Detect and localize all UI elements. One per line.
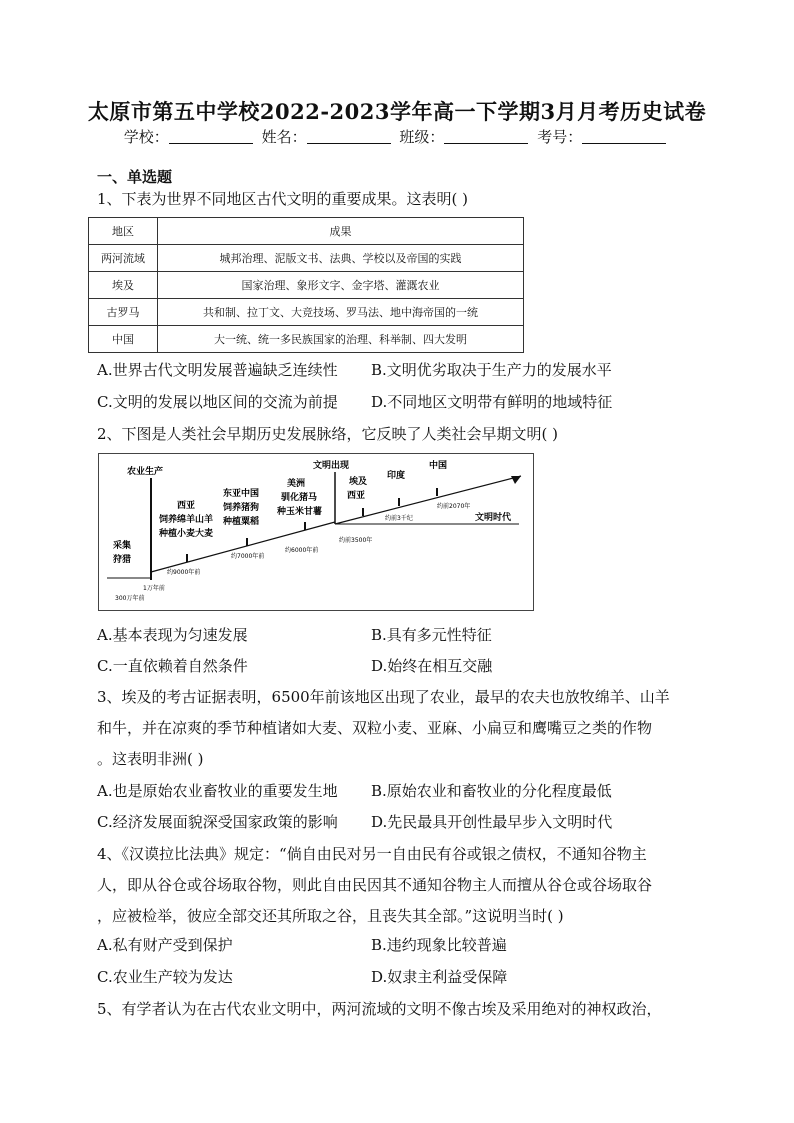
number-label: 考号： xyxy=(537,128,583,146)
school-field[interactable] xyxy=(169,129,253,144)
label-east-asia-crops: 种植粟稻 xyxy=(223,517,260,527)
q2-timeline-figure xyxy=(98,453,534,611)
label-10000-years: 1万年前 xyxy=(143,585,165,592)
timeline-diagram xyxy=(99,454,533,610)
q4-option-b[interactable]: B.违约现象比较普遍 xyxy=(371,936,507,954)
label-hunting: 狩猎 xyxy=(113,555,132,565)
table-cell-region: 两河流域 xyxy=(89,245,158,272)
q2-option-a[interactable]: A.基本表现为匀速发展 xyxy=(97,626,248,644)
page-title: 太原市第五中学校2022-2023学年高一下学期3月月考历史试卷 xyxy=(87,99,707,124)
q2-option-c[interactable]: C.一直依赖着自然条件 xyxy=(97,657,248,675)
label-west-asia-crops: 种植小麦大麦 xyxy=(159,529,214,539)
label-americas: 美洲 xyxy=(287,479,306,489)
q1-achievements-table xyxy=(88,217,524,353)
q1-option-a[interactable]: A.世界古代文明发展普遍缺乏连续性 xyxy=(97,361,338,379)
label-india: 印度 xyxy=(387,471,406,481)
table-cell-achievement: 城邦治理、泥版文书、法典、学校以及帝国的实践 xyxy=(158,245,524,272)
name-field[interactable] xyxy=(307,129,391,144)
label-west-asia-civ: 西亚 xyxy=(347,491,366,501)
table-cell-achievement: 共和制、拉丁文、大竞技场、罗马法、地中海帝国的一统 xyxy=(158,299,524,326)
label-china: 中国 xyxy=(429,461,448,471)
q3-option-c[interactable]: C.经济发展面貌深受国家政策的影响 xyxy=(97,813,338,831)
arrow-head-icon xyxy=(511,476,521,484)
table-cell-region: 中国 xyxy=(89,326,158,353)
q1-option-b[interactable]: B.文明优劣取决于生产力的发展水平 xyxy=(371,361,612,379)
label-civilization-emerges: 文明出现 xyxy=(313,461,350,471)
q3-option-a[interactable]: A.也是原始农业畜牧业的重要发生地 xyxy=(97,782,338,800)
label-3rd-millennium-bc: 约前3千纪 xyxy=(385,515,413,522)
q3-stem-line-1: 3、埃及的考古证据表明，6500年前该地区出现了农业，最早的农夫也放牧绵羊、山羊 xyxy=(97,688,670,706)
class-label: 班级： xyxy=(399,128,445,146)
q5-stem-line-1: 5、有学者认为在古代农业文明中，两河流域的文明不像古埃及采用绝对的神权政治， xyxy=(97,1000,662,1018)
q2-stem: 2、下图是人类社会早期历史发展脉络，它反映了人类社会早期文明( ) xyxy=(97,425,559,443)
label-east-asia-livestock: 饲养猪狗 xyxy=(223,503,260,513)
table-cell-region: 埃及 xyxy=(89,272,158,299)
table-row xyxy=(89,326,524,353)
label-west-asia-livestock: 饲养绵羊山羊 xyxy=(159,515,214,525)
label-americas-crops: 种玉米甘薯 xyxy=(277,507,323,517)
q4-stem-line-3: ，应被检举，彼应全部交还其所取之谷，且丧失其全部。”这说明当时( ) xyxy=(97,907,564,925)
section-heading: 一、单选题 xyxy=(97,168,173,186)
table-header-row xyxy=(89,218,524,245)
label-gathering: 采集 xyxy=(113,541,132,551)
q4-option-d[interactable]: D.奴隶主利益受保障 xyxy=(371,968,508,986)
label-egypt: 埃及 xyxy=(349,477,368,487)
label-west-asia: 西亚 xyxy=(177,501,196,511)
label-9000-years: 约9000年前 xyxy=(167,569,201,576)
table-cell-region: 古罗马 xyxy=(89,299,158,326)
table-cell-achievement: 国家治理、象形文字、金字塔、灌溉农业 xyxy=(158,272,524,299)
label-3-million-years: 300万年前 xyxy=(115,595,145,602)
label-east-asia: 东亚中国 xyxy=(223,489,260,499)
q2-option-d[interactable]: D.始终在相互交融 xyxy=(371,657,493,675)
q3-option-d[interactable]: D.先民最具开创性最早步入文明时代 xyxy=(371,813,613,831)
q4-option-a[interactable]: A.私有财产受到保护 xyxy=(97,936,233,954)
table-row xyxy=(89,245,524,272)
label-civilization-era: 文明时代 xyxy=(475,513,512,523)
q3-option-b[interactable]: B.原始农业和畜牧业的分化程度最低 xyxy=(371,782,612,800)
table-row xyxy=(89,272,524,299)
q1-stem: 1、下表为世界不同地区古代文明的重要成果。这表明( ) xyxy=(97,190,469,208)
table-row xyxy=(89,299,524,326)
name-label: 姓名： xyxy=(261,128,307,146)
label-6000-years: 约6000年前 xyxy=(285,547,319,554)
q3-stem-line-2: 和牛，并在凉爽的季节种植诸如大麦、双粒小麦、亚麻、小扁豆和鹰嘴豆之类的作物 xyxy=(97,719,653,737)
number-field[interactable] xyxy=(582,129,666,144)
label-agriculture: 农业生产 xyxy=(127,467,164,477)
q4-stem-line-2: 人，即从谷仓或谷场取谷物，则此自由民因其不通知谷物主人而擅从谷仓或谷场取谷 xyxy=(97,876,653,894)
q1-option-d[interactable]: D.不同地区文明带有鲜明的地域特征 xyxy=(371,393,613,411)
q3-stem-line-3: 。这表明非洲( ) xyxy=(97,750,204,768)
q1-option-c[interactable]: C.文明的发展以地区间的交流为前提 xyxy=(97,393,338,411)
label-2070-bc: 约前2070年 xyxy=(437,503,471,510)
school-label: 学校： xyxy=(123,128,169,146)
student-info-line xyxy=(0,126,794,147)
table-header-cell: 成果 xyxy=(158,218,524,245)
q4-stem-line-1: 4、《汉谟拉比法典》规定：“倘自由民对另一自由民有谷或银之债权，不通知谷物主 xyxy=(97,845,647,863)
label-americas-livestock: 驯化猪马 xyxy=(281,493,318,503)
label-7000-years: 约7000年前 xyxy=(231,553,265,560)
label-3500-bc: 约前3500年 xyxy=(339,537,373,544)
q4-option-c[interactable]: C.农业生产较为发达 xyxy=(97,968,233,986)
q2-option-b[interactable]: B.具有多元性特征 xyxy=(371,626,492,644)
table-header-cell: 地区 xyxy=(89,218,158,245)
table-cell-achievement: 大一统、统一多民族国家的治理、科举制、四大发明 xyxy=(158,326,524,353)
class-field[interactable] xyxy=(444,129,528,144)
